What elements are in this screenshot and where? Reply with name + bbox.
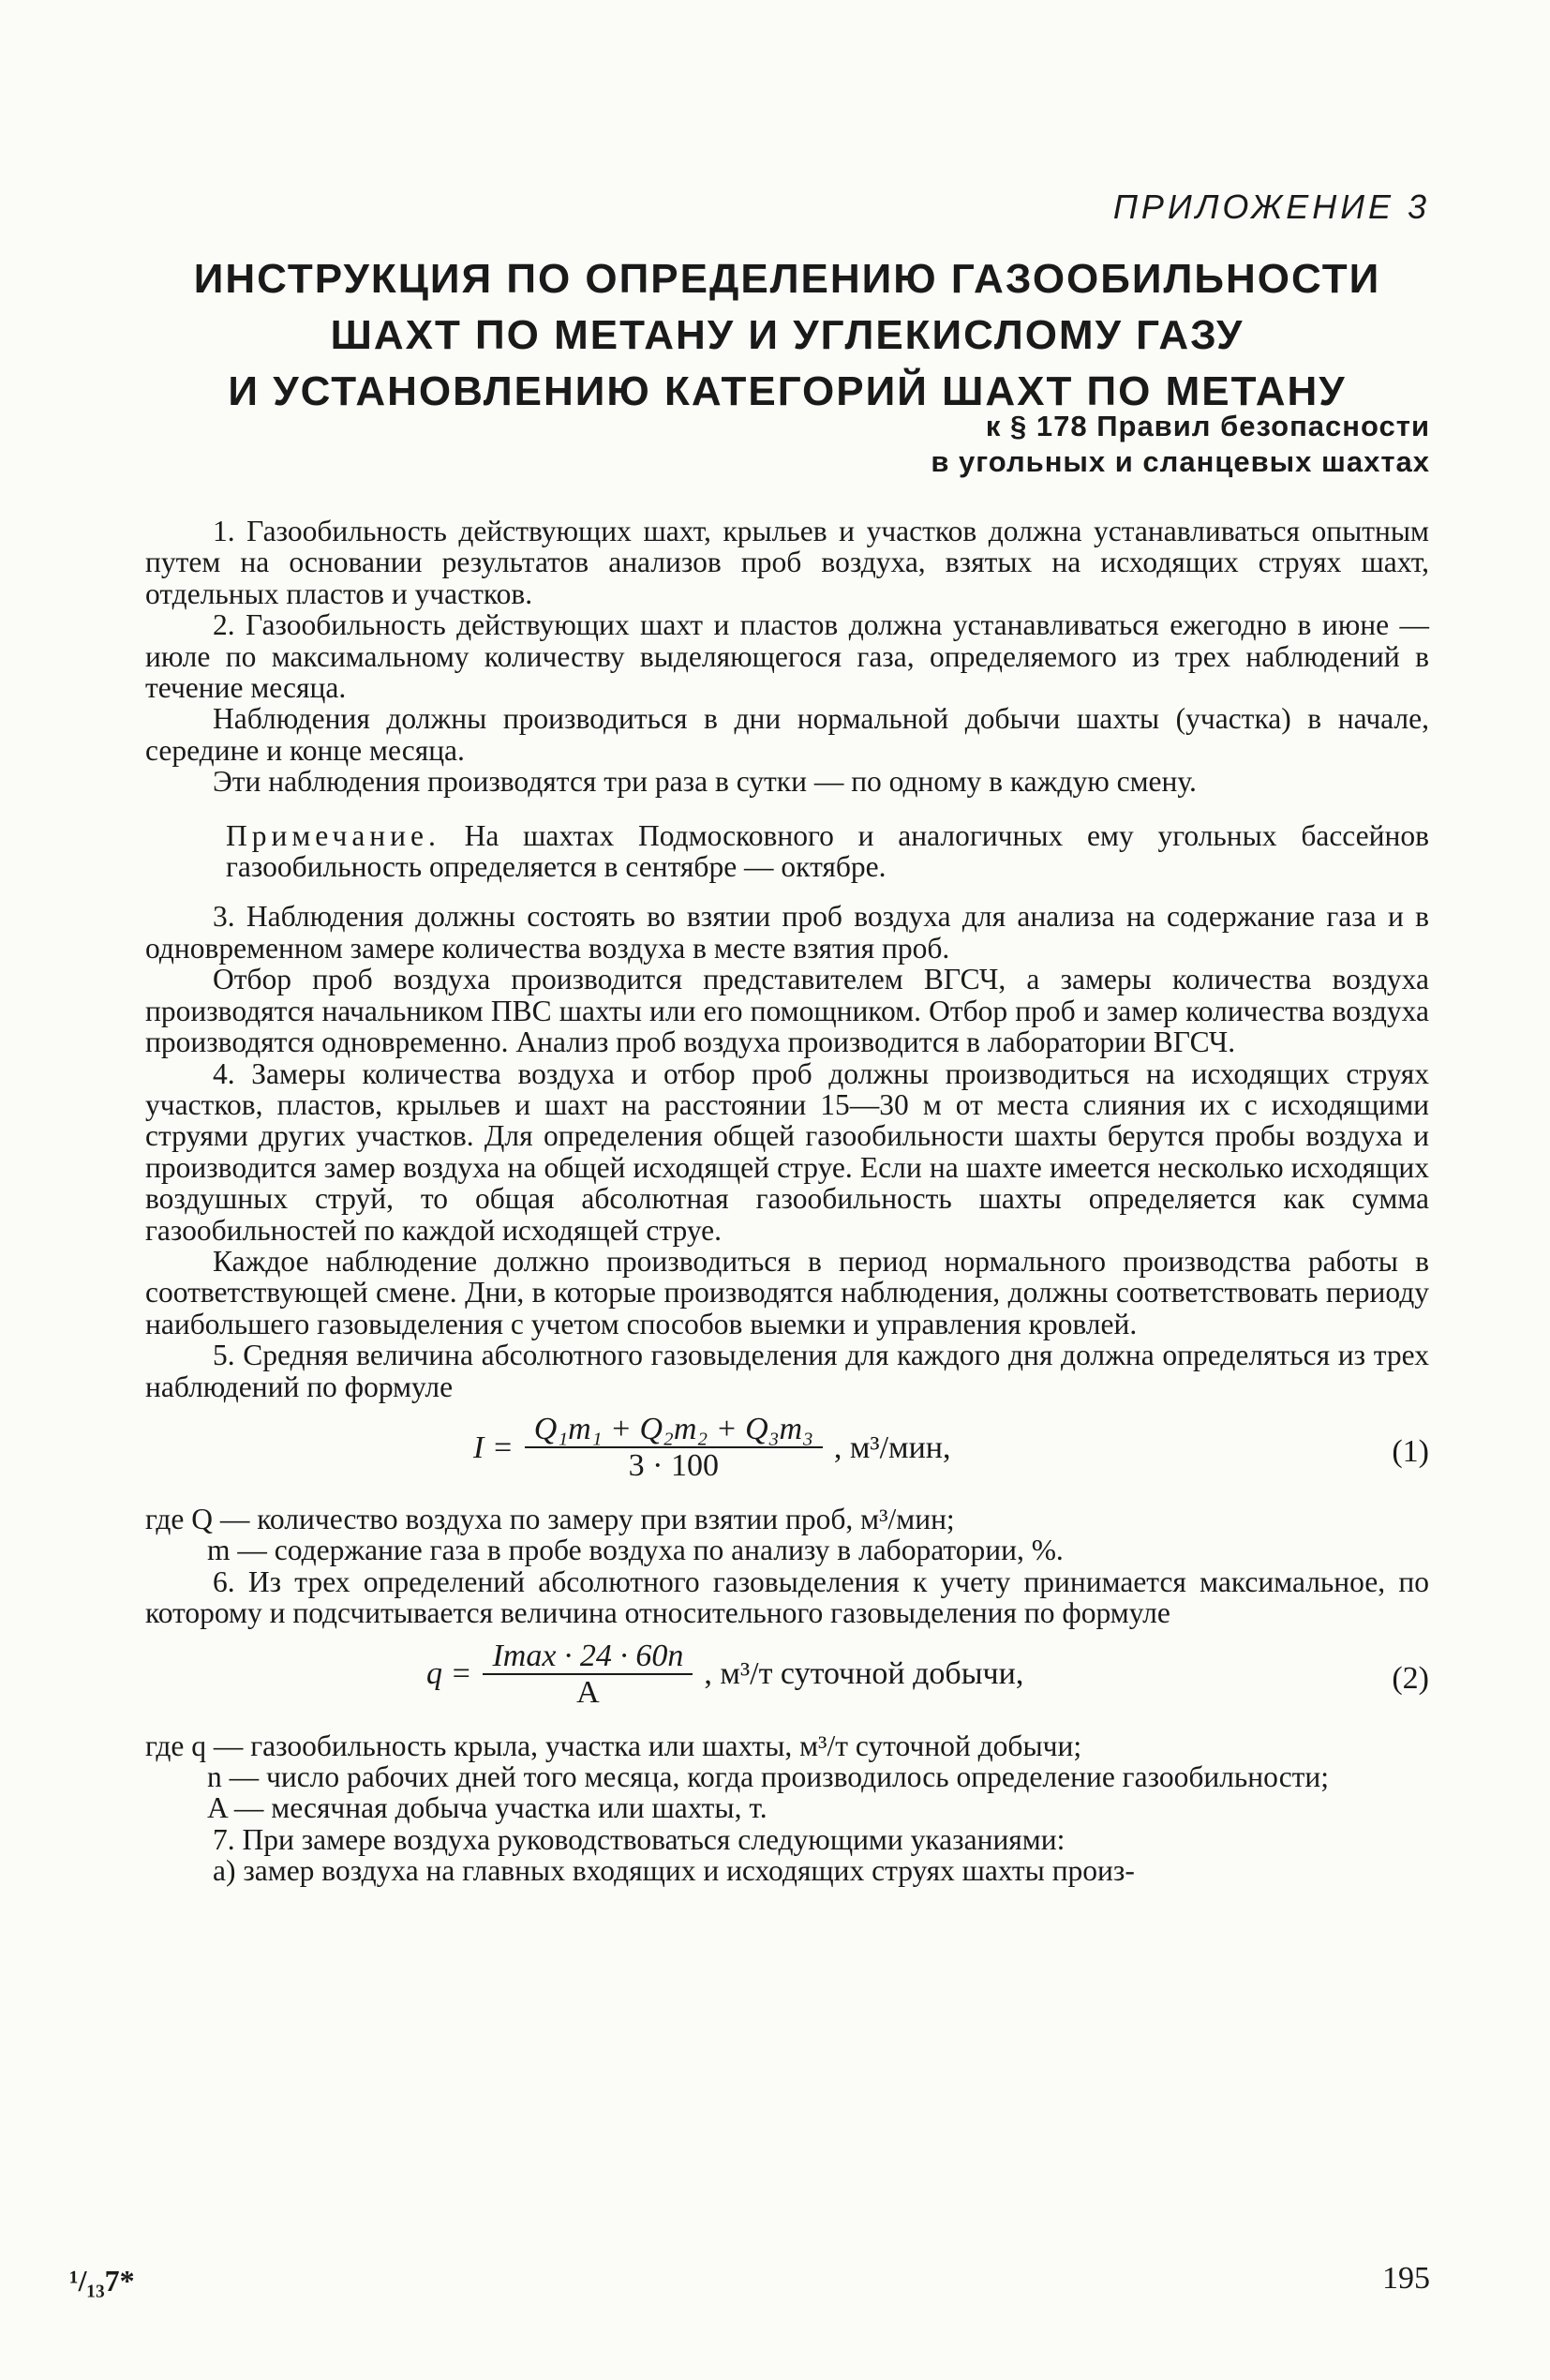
paragraph-4: 4. Замеры количества воздуха и отбор проб должны производиться на исходящих струях участков, пластов, крыльев и шахт на расстоянии 15—30 м от места слияния их с исходящими струями других участков. Для определения общей газообильности шахты берутся пробы воздуха и производится замер воздуха на общей исходящей струе. Если на шахте имеется несколько исходящих воздушных струй, то общая абсолютная газообильность шахты определяется как сумма газообильностей по каждой исходящей струе. xyxy=(145,1056,1429,1247)
formula-2-denominator: A xyxy=(576,1675,600,1710)
paragraph-6: 6. Из трех определений абсолютного газовыделения к учету принимается максимальное, по которому и подсчитывается величина относительного газовыделения по формуле xyxy=(145,1564,1429,1630)
note-text: На шахтах Подмосковного и аналогичных ему угольных бассейнов газообильность определяется в сентябре — октябре. xyxy=(226,818,1429,884)
formula-1-lhs: I = xyxy=(473,1429,514,1465)
formula-2-unit: , м³/т суточной добычи, xyxy=(704,1656,1024,1692)
signature-mark: ¹/₁₃7* xyxy=(69,2264,135,2298)
definition-a: A — месячная добыча участка или шахты, т. xyxy=(207,1791,768,1825)
document-body xyxy=(145,516,1429,1887)
definition-q-lower: где q — газообильность крыла, участка или шахты, м³/т суточной добычи; xyxy=(145,1729,1082,1762)
reference-line-2: в угольных и сланцевых шахтах xyxy=(931,445,1430,478)
paragraph-7a: а) замер воздуха на главных входящих и исходящих струях шахты произ- xyxy=(213,1854,1135,1888)
appendix-label: ПРИЛОЖЕНИЕ 3 xyxy=(1112,187,1430,226)
paragraph-1: 1. Газообильность действующих шахт, крыльев и участков должна устанавливаться опытным путем на основании результатов анализов проб воздуха, взятых на исходящих струях шахт, отдельных пластов и участков. xyxy=(145,515,1429,610)
page-number: 195 xyxy=(1382,2261,1430,2296)
title-line-1: ИНСТРУКЦИЯ ПО ОПРЕДЕЛЕНИЮ ГАЗООБИЛЬНОСТИ xyxy=(193,256,1381,302)
formula-2-numerator: Imax · 24 · 60n xyxy=(483,1640,693,1675)
formula-2-lhs: q = xyxy=(426,1656,472,1692)
definition-q: где Q — количество воздуха по замеру при взятии проб, м³/мин; xyxy=(145,1502,955,1535)
paragraph-7: 7. При замере воздуха руководствоваться следующими указаниями: xyxy=(213,1822,1066,1856)
formula-1-denominator: 3 · 100 xyxy=(628,1448,719,1484)
paragraph-3b: Отбор проб воздуха производится представителем ВГСЧ, а замеры количества воздуха производятся начальником ПВС шахты или его помощником. Отбор проб и замер количества воздуха производятся одновременно. Анализ проб воздуха производится в лаборатории ВГСЧ. xyxy=(145,963,1429,1059)
formula-2-number: (2) xyxy=(1392,1660,1429,1696)
formula-1-number: (1) xyxy=(1392,1433,1429,1469)
formula-1-numerator: Q₁m₁ + Q₂m₂ + Q₃m₃ xyxy=(525,1414,823,1448)
paragraph-2b: Наблюдения должны производиться в дни нормальной добычи шахты (участка) в начале, середине и конце месяца. xyxy=(145,702,1429,767)
paragraph-5: 5. Средняя величина абсолютного газовыделения для каждого дня должна определяться из трех наблюдений по формуле xyxy=(145,1339,1429,1403)
note xyxy=(226,820,1429,883)
note-label: Примечание. xyxy=(226,818,440,852)
title-line-3: И УСТАНОВЛЕНИЮ КАТЕГОРИЙ ШАХТ ПО МЕТАНУ xyxy=(228,368,1347,414)
reference-block xyxy=(931,409,1430,480)
paragraph-2: 2. Газообильность действующих шахт и пластов должна устанавливаться ежегодно в июне — июле по максимальному количеству выделяющегося газа, определяемого из трех наблюдений в течение месяца. xyxy=(145,608,1429,705)
formula-1-definitions xyxy=(145,1504,1429,1566)
formula-2-definitions xyxy=(145,1730,1429,1824)
paragraph-4b: Каждое наблюдение должно производиться в период нормального производства работы в соответствующей смене. Дни, в которые производятся наблюдения, должны соответствовать периоду наибольшего газовыделения с учетом способов выемки и управления кровлей. xyxy=(145,1244,1429,1340)
document-title xyxy=(141,251,1434,420)
formula-2 xyxy=(145,1635,1429,1725)
paragraph-2c: Эти наблюдения производятся три раза в сутки — по одному в каждую смену. xyxy=(213,765,1197,799)
formula-1 xyxy=(145,1408,1429,1498)
reference-line-1: к § 178 Правил безопасности xyxy=(985,410,1430,442)
paragraph-3: 3. Наблюдения должны состоять во взятии проб воздуха для анализа на содержание газа и в одновременном замере количества воздуха в месте взятия проб. xyxy=(145,900,1429,965)
title-line-2: ШАХТ ПО МЕТАНУ И УГЛЕКИСЛОМУ ГАЗУ xyxy=(330,312,1244,358)
formula-1-unit: , м³/мин, xyxy=(833,1429,951,1465)
definition-m: m — содержание газа в пробе воздуха по анализу в лаборатории, %. xyxy=(207,1534,1064,1567)
definition-n: n — число рабочих дней того месяца, когда производилось определение газообильности; xyxy=(207,1760,1330,1793)
